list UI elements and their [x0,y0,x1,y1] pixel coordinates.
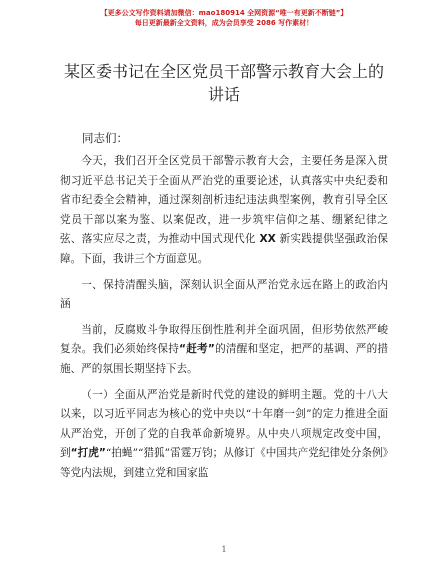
paragraph-subsection-1-text-b: “拍蝇”“猎狐”雷霆万钧；从修订《中国共产党纪律处分条例》等党内法规，到建立党和国家监 [60,447,388,479]
paragraph-situation-bold: “赶考” [179,343,215,356]
paragraph-situation-text-a: 当前，反腐败斗争取得压倒性胜利并全面巩固，但形势依然严峻复杂。我们必须始终保持 [60,323,388,356]
paragraph-intro-text-a: 今天，我们召开全区党员干部警示教育大会，主要任务是深入贯彻习近平总书记关于全面从严治党的重要论述，认真落实中央纪委和省市纪委全会精神，通过深刻剖析违纪违法典型案例，教育引导全区党员干部以案为鉴、以案促改，进一步筑牢信仰之基、绷紧纪律之弦、落实应尽之责，为推动中国式现代化 [60,155,388,246]
promo-banner-line-1: 【更多公文写作资料请加微信：mao180914 全网资源“唯一有更新不断链”】 [100,9,348,17]
document-body [60,152,388,490]
page-number: 1 [221,545,227,554]
promo-banner-line-2: 每日更新最新全文资料，成为会员享受 2086 写作素材！ [134,19,314,27]
section-heading-1: 一、保持清醒头脑，深刻认识全面从严治党永远在路上的政治内涵 [60,278,388,311]
paragraph-subsection-1 [60,386,388,484]
salutation: 同志们： [82,131,128,145]
paragraph-intro-text-b: 新实践提供坚强政治保障。下面，我讲三个方面意见。 [60,233,388,265]
paragraph-intro-bold: XX [259,233,276,246]
paragraph-situation [60,321,388,380]
paragraph-situation-text-b: 的清醒和坚定，把严的基调、严的措施、严的氛围长期坚持下去。 [60,343,388,375]
paragraph-subsection-1-bold: “打虎” [70,447,106,460]
document-title: 某区委书记在全区党员干部警示教育大会上的讲话 [63,62,384,104]
paragraph-subsection-1-text-a: （一）全面从严治党是新时代党的建设的鲜明主题。党的十八大以来，以习近平同志为核心的党中央以“十年磨一剑”的定力推进全面从严治党，开创了党的自我革命新境界。从中央八项规定改变中国，到 [60,388,388,460]
paragraph-intro [60,152,388,270]
